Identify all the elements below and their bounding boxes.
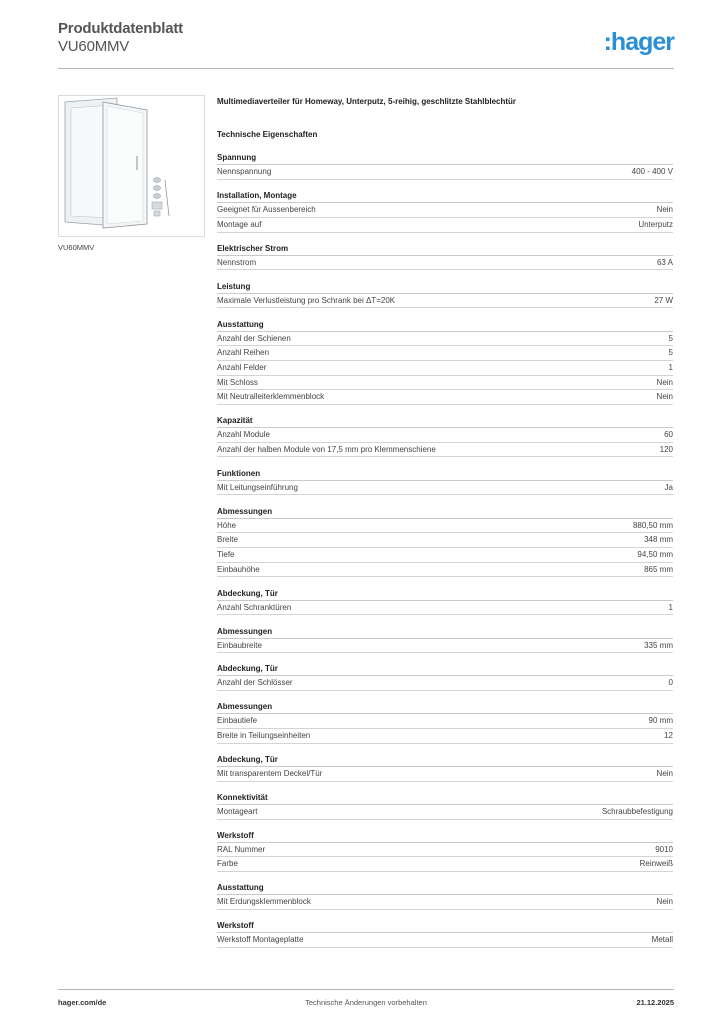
spec-value: Ja (664, 482, 673, 492)
spec-label: RAL Nummer (217, 844, 266, 854)
spec-label: Einbautiefe (217, 716, 258, 726)
spec-row (217, 933, 673, 948)
spec-section (217, 506, 673, 578)
spec-row (217, 218, 673, 233)
spec-label: Mit transparentem Deckel/Tür (217, 768, 323, 778)
spec-label: Anzahl der halben Module von 17,5 mm pro Klemmenschiene (217, 444, 436, 454)
spec-sections (217, 152, 673, 948)
spec-value: 12 (664, 731, 673, 741)
spec-value: 27 W (654, 295, 673, 305)
spec-label: Mit Leitungseinführung (217, 482, 298, 492)
spec-section-title: Ausstattung (217, 319, 673, 332)
spec-section-title: Installation, Montage (217, 190, 673, 203)
footer-disclaimer: Technische Änderungen vorbehalten (305, 998, 427, 1007)
spec-label: Farbe (217, 859, 238, 869)
spec-section-title: Elektrischer Strom (217, 243, 673, 256)
spec-row (217, 676, 673, 691)
spec-section-title: Ausstattung (217, 882, 673, 895)
spec-section-title: Leistung (217, 281, 673, 294)
footer-date: 21.12.2025 (636, 998, 674, 1007)
spec-section-title: Abmessungen (217, 626, 673, 639)
spec-value: Nein (656, 377, 673, 387)
spec-section (217, 920, 673, 948)
spec-row (217, 805, 673, 820)
spec-label: Tiefe (217, 549, 235, 559)
spec-row (217, 639, 673, 654)
spec-value: 348 mm (644, 535, 673, 545)
spec-section (217, 415, 673, 457)
tech-properties-heading: Technische Eigenschaften (217, 130, 318, 139)
spec-value: Nein (656, 205, 673, 215)
spec-row (217, 361, 673, 376)
spec-label: Höhe (217, 520, 237, 530)
spec-section (217, 626, 673, 654)
spec-row (217, 895, 673, 910)
spec-row (217, 256, 673, 271)
spec-label: Nennspannung (217, 167, 272, 177)
spec-row (217, 767, 673, 782)
spec-row (217, 601, 673, 616)
spec-label: Maximale Verlustleistung pro Schrank bei ΔT=20K (217, 295, 396, 305)
spec-section (217, 882, 673, 910)
spec-section (217, 319, 673, 405)
spec-value: 400 - 400 V (631, 167, 673, 177)
spec-label: Anzahl Schranktüren (217, 602, 292, 612)
spec-section (217, 243, 673, 271)
spec-value: 0 (668, 678, 673, 688)
spec-label: Anzahl der Schienen (217, 333, 291, 343)
spec-section (217, 468, 673, 496)
spec-value: 335 mm (644, 640, 673, 650)
spec-section-title: Abdeckung, Tür (217, 663, 673, 676)
distribution-cabinet-illustration (59, 96, 204, 236)
spec-label: Anzahl Felder (217, 362, 267, 372)
image-caption: VU60MMV (58, 243, 95, 252)
spec-row (217, 203, 673, 218)
spec-value: 865 mm (644, 564, 673, 574)
footer-website: hager.com/de (58, 998, 107, 1007)
spec-row (217, 390, 673, 405)
spec-section-title: Konnektivität (217, 792, 673, 805)
spec-content (217, 95, 673, 948)
spec-label: Breite in Teilungseinheiten (217, 731, 311, 741)
spec-value: 94,50 mm (637, 549, 673, 559)
spec-section (217, 792, 673, 820)
spec-value: Unterputz (638, 219, 673, 229)
document-title: Produktdatenblatt (58, 20, 183, 37)
spec-value: 9010 (655, 844, 673, 854)
spec-label: Geeignet für Aussenbereich (217, 205, 316, 215)
spec-section-title: Funktionen (217, 468, 673, 481)
spec-label: Werkstoff Montageplatte (217, 935, 304, 945)
spec-value: 5 (668, 348, 673, 358)
spec-row (217, 481, 673, 496)
spec-section-title: Abmessungen (217, 506, 673, 519)
spec-row (217, 443, 673, 458)
spec-row (217, 729, 673, 744)
spec-value: Reinweiß (639, 859, 673, 869)
spec-row (217, 294, 673, 309)
spec-label: Breite (217, 535, 238, 545)
spec-label: Montage auf (217, 219, 262, 229)
hager-logo: :hager (603, 28, 674, 56)
product-code: VU60MMV (58, 38, 130, 55)
spec-section (217, 830, 673, 872)
spec-row (217, 843, 673, 858)
spec-label: Anzahl Module (217, 430, 270, 440)
spec-value: 90 mm (648, 716, 673, 726)
spec-row (217, 346, 673, 361)
spec-value: 63 A (656, 257, 673, 267)
spec-section (217, 701, 673, 743)
spec-label: Anzahl der Schlösser (217, 678, 293, 688)
spec-value: Metall (651, 935, 673, 945)
spec-value: 120 (659, 444, 673, 454)
header-divider (58, 68, 674, 69)
product-image (58, 95, 205, 237)
spec-row (217, 519, 673, 534)
spec-value: Schraubbefestigung (601, 806, 673, 816)
spec-label: Mit Erdungsklemmenblock (217, 897, 311, 907)
spec-value: Nein (656, 392, 673, 402)
spec-value: 60 (664, 430, 673, 440)
spec-row (217, 563, 673, 578)
spec-value: 880,50 mm (632, 520, 673, 530)
spec-row (217, 165, 673, 180)
spec-section (217, 754, 673, 782)
product-description: Multimediaverteiler für Homeway, Unterputz, 5-reihig, geschlitzte Stahlblechtür (217, 97, 517, 106)
spec-section (217, 190, 673, 232)
spec-section-title: Abmessungen (217, 701, 673, 714)
spec-section (217, 281, 673, 309)
spec-section (217, 663, 673, 691)
spec-label: Anzahl Reihen (217, 348, 270, 358)
spec-row (217, 548, 673, 563)
spec-section-title: Kapazität (217, 415, 673, 428)
spec-row (217, 376, 673, 391)
document-header (58, 20, 183, 55)
spec-value: 5 (668, 333, 673, 343)
spec-row (217, 428, 673, 443)
spec-row (217, 714, 673, 729)
spec-row (217, 533, 673, 548)
spec-section-title: Abdeckung, Tür (217, 754, 673, 767)
spec-row (217, 857, 673, 872)
spec-value: Nein (656, 768, 673, 778)
spec-label: Nennstrom (217, 257, 257, 267)
spec-value: Nein (656, 897, 673, 907)
spec-section-title: Spannung (217, 152, 673, 165)
spec-section (217, 152, 673, 180)
spec-label: Einbaubreite (217, 640, 262, 650)
spec-row (217, 332, 673, 347)
spec-label: Einbauhöhe (217, 564, 260, 574)
spec-section-title: Werkstoff (217, 830, 673, 843)
footer-divider (58, 989, 674, 990)
spec-section (217, 588, 673, 616)
spec-label: Mit Neutralleiterklemmenblock (217, 392, 325, 402)
spec-value: 1 (668, 362, 673, 372)
spec-label: Montageart (217, 806, 258, 816)
spec-section-title: Abdeckung, Tür (217, 588, 673, 601)
spec-value: 1 (668, 602, 673, 612)
spec-label: Mit Schloss (217, 377, 258, 387)
spec-section-title: Werkstoff (217, 920, 673, 933)
document-footer (58, 998, 674, 1010)
